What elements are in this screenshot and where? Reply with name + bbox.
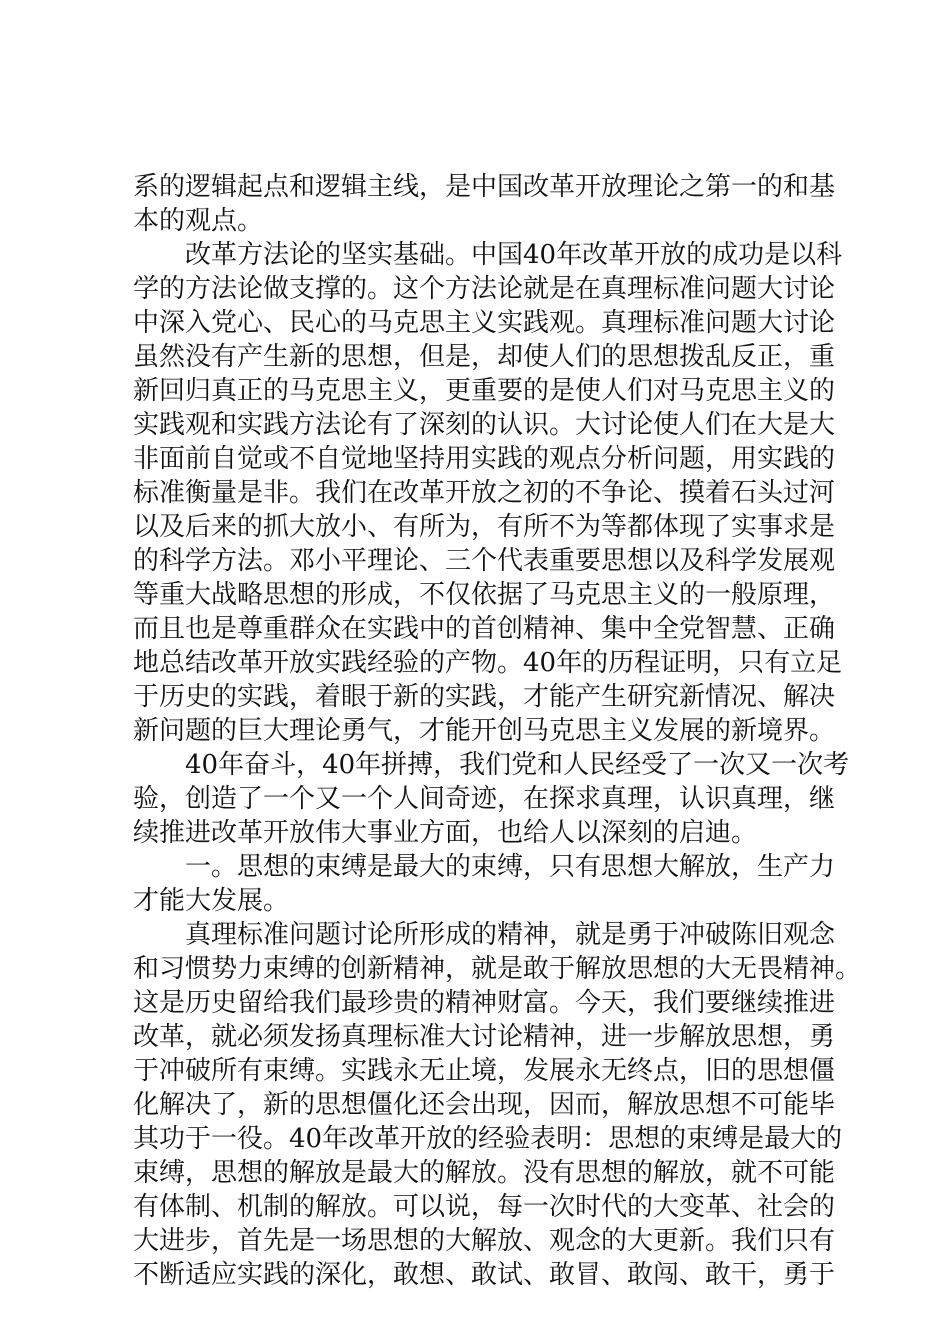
text-line: 非面前自觉或不自觉地坚持用实践的观点分析问题，用实践的 [133, 444, 836, 474]
text-line: 和习惯势力束缚的创新精神，就是敢于解放思想的大无畏精神。 [133, 954, 862, 984]
text-line: 有体制、机制的解放。可以说，每一次时代的大变革、社会的 [133, 1192, 836, 1222]
text-line: 验，创造了一个又一个人间奇迹，在探求真理，认识真理，继 [133, 784, 836, 814]
text-line: 不断适应实践的深化，敢想、敢试、敢冒、敢闯、敢干，勇于 [133, 1260, 836, 1290]
text-line: 才能大发展。 [133, 886, 290, 916]
text-line: 系的逻辑起点和逻辑主线，是中国改革开放理论之第一的和基 [133, 172, 836, 202]
text-line: 新回归真正的马克思主义，更重要的是使人们对马克思主义的 [133, 376, 836, 406]
text-line: 改革方法论的坚实基础。中国40年改革开放的成功是以科 [133, 240, 843, 270]
text-line: 大进步，首先是一场思想的大解放、观念的大更新。我们只有 [133, 1226, 836, 1256]
text-line: 中深入党心、民心的马克思主义实践观。真理标准问题大讨论 [133, 308, 836, 338]
text-line: 标准衡量是非。我们在改革开放之初的不争论、摸着石头过河 [133, 478, 836, 508]
text-line: 等重大战略思想的形成，不仅依据了马克思主义的一般原理， [133, 580, 836, 610]
text-line: 改革，就必须发扬真理标准大讨论精神，进一步解放思想，勇 [133, 1022, 836, 1052]
text-line: 于历史的实践，着眼于新的实践，才能产生研究新情况、解决 [133, 682, 836, 712]
text-line: 真理标准问题讨论所形成的精神，就是勇于冲破陈旧观念 [133, 920, 836, 950]
text-line: 束缚，思想的解放是最大的解放。没有思想的解放，就不可能 [133, 1158, 836, 1188]
text-line: 学的方法论做支撑的。这个方法论就是在真理标准问题大讨论 [133, 274, 836, 304]
text-line: 的科学方法。邓小平理论、三个代表重要思想以及科学发展观 [133, 546, 836, 576]
text-line: 实践观和实践方法论有了深刻的认识。大讨论使人们在大是大 [133, 410, 836, 440]
text-line: 本的观点。 [133, 206, 264, 236]
text-line: 这是历史留给我们最珍贵的精神财富。今天，我们要继续推进 [133, 988, 836, 1018]
text-line: 新问题的巨大理论勇气，才能开创马克思主义发展的新境界。 [133, 716, 836, 746]
text-line: 化解决了，新的思想僵化还会出现，因而，解放思想不可能毕 [133, 1090, 836, 1120]
text-line: 虽然没有产生新的思想，但是，却使人们的思想拨乱反正，重 [133, 342, 836, 372]
text-line: 于冲破所有束缚。实践永无止境，发展永无终点，旧的思想僵 [133, 1056, 836, 1086]
text-line: 续推进改革开放伟大事业方面，也给人以深刻的启迪。 [133, 818, 758, 848]
text-line: 40年奋斗，40年拼搏，我们党和人民经受了一次又一次考 [133, 750, 850, 780]
text-line: 以及后来的抓大放小、有所为，有所不为等都体现了实事求是 [133, 512, 836, 542]
text-line: 而且也是尊重群众在实践中的首创精神、集中全党智慧、正确 [133, 614, 836, 644]
text-line: 一。思想的束缚是最大的束缚，只有思想大解放，生产力 [133, 852, 836, 882]
text-line: 地总结改革开放实践经验的产物。40年的历程证明，只有立足 [133, 648, 843, 678]
text-line: 其功于一役。40年改革开放的经验表明：思想的束缚是最大的 [133, 1124, 843, 1154]
